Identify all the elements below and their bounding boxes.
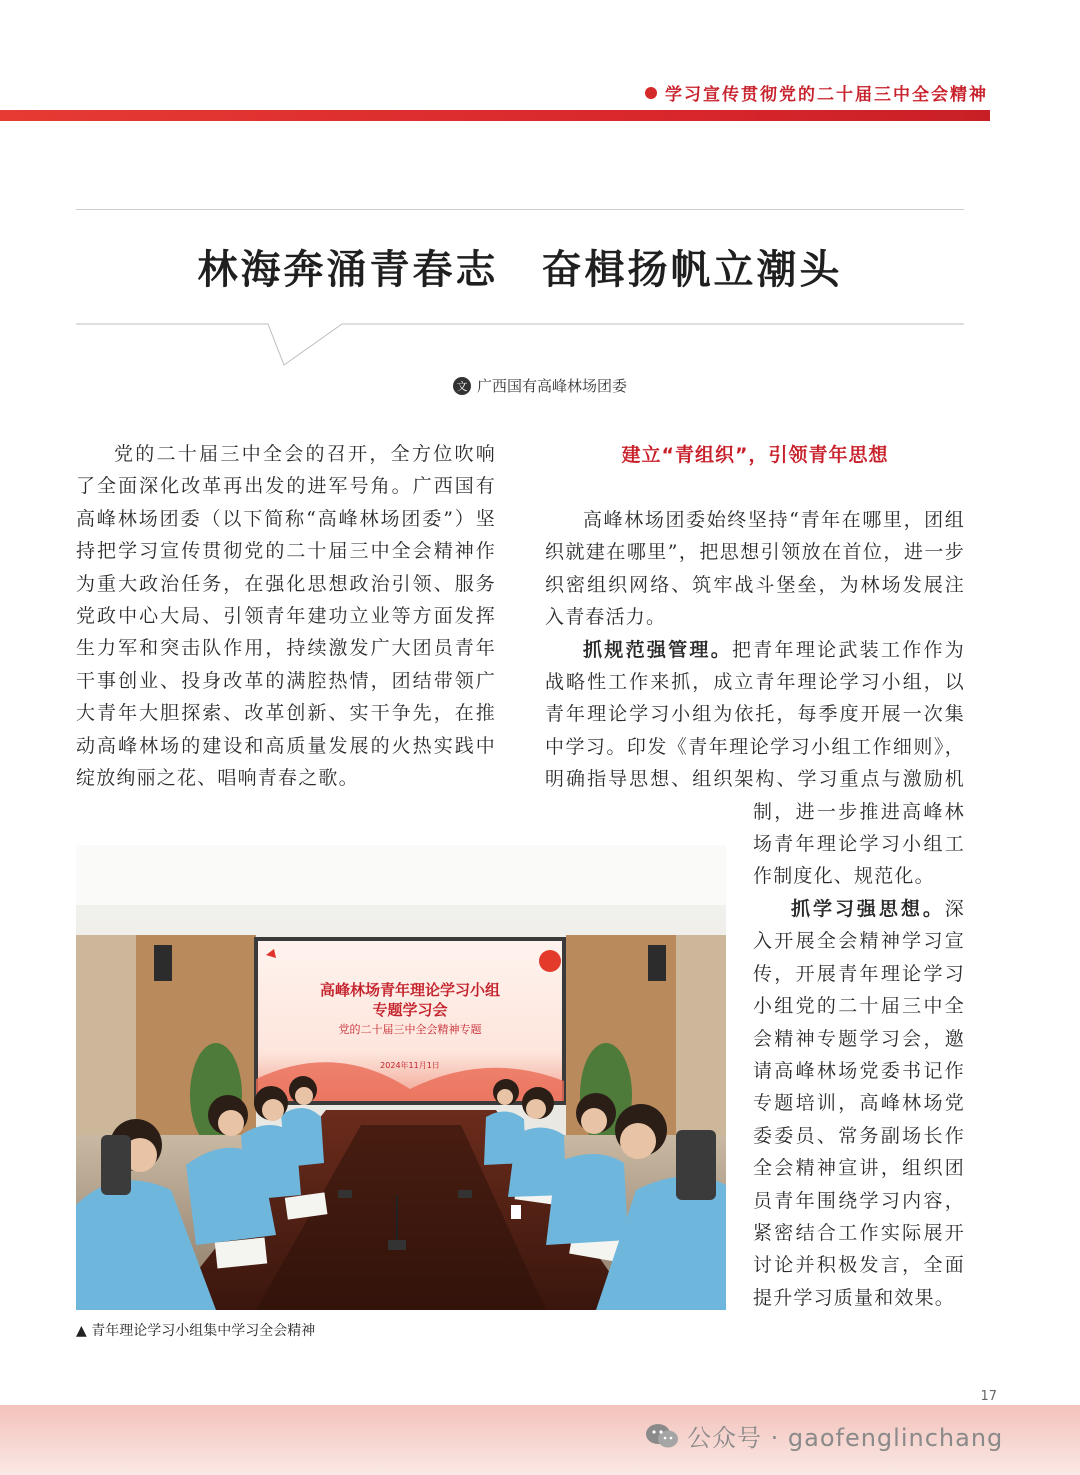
intro-paragraph: 党的二十届三中全会的召开，全方位吹响了全面深化改革再出发的进军号角。广西国有高峰林场团委（以下简称“高峰林场团委”）坚持把学习宣传贯彻党的二十届三中全会精神作为重大政治任务，在强化思想政治引领、服务党政中心大局、引领青年建功立业等方面发挥生力军和突击队作用，持续激发广大团员青年干事创业、投身改革的满腔热情，团结带领广大青年大胆探索、改革创新、实干争先，在推动高峰林场的建设和高质量发展的火热实践中绽放绚丽之花、唱响青春之歌。 [76,443,496,790]
section-label: 学习宣传贯彻党的二十届三中全会精神 [665,85,988,105]
screen-title-line2: 专题学习会 [372,1001,448,1019]
section-paragraph-1: 高峰林场团委始终坚持“青年在哪里，团组织就建在哪里”，把思想引领放在首位，进一步织密组织网络、筑牢战斗堡垒，为林场发展注入青春活力。 [545,509,965,629]
meeting-photo-illustration [76,845,726,1310]
byline [0,375,1080,396]
header-bar [0,110,990,121]
meeting-photo [76,845,726,1310]
screen-date: 2024年11月1日 [380,1061,440,1070]
watermark [645,1418,1003,1453]
header-dot-icon [645,87,657,99]
youth-league-emblem-icon [539,950,561,972]
paragraph-3-body: 深入开展全会精神学习宣传，开展青年理论学习小组党的二十届三中全会精神专题学习会，邀请高峰林场党委书记作专题培训，高峰林场党委委员、常务副场长作全会精神宣讲，组织团员青年围绕学习内容，紧密结合工作实际展开讨论并积极发言，全面提升学习质量和效果。 [753,897,965,1309]
title-rule-top [76,209,964,210]
wechat-icon [645,1422,679,1450]
screen-title-line1: 高峰林场青年理论学习小组 [319,981,501,999]
watermark-text: 公众号 · gaofenglinchang [687,1424,1004,1452]
paragraph-2-lead: 抓规范强管理。 [583,638,732,661]
article-title: 林海奔涌青春志 奋楫扬帆立潮头 [197,247,843,293]
title-rule-callout [76,318,964,368]
paragraph-2-body: 把青年理论武装工作作为战略性工作来抓，成立青年理论学习小组，以青年理论学习小组为依托，每季度开展一次集中学习。印发《青年理论学习小组工作细则》，明确指导思想、组织架构、学习重点与激励机制，进一步推进高峰林场青年理论学习小组工作制度化、规范化。 [545,638,966,888]
screen-title-line3: 党的二十届三中全会精神专题 [338,1023,482,1036]
paragraph-3-lead: 抓学习强思想。 [791,897,945,920]
photo-caption: ▲ 青年理论学习小组集中学习全会精神 [76,1323,316,1339]
section-heading: 建立“青组织”，引领青年思想 [621,444,889,466]
page-number: 17 [980,1389,997,1404]
byline-badge: 文 [453,377,471,395]
left-column [76,438,496,794]
author: 广西国有高峰林场团委 [476,377,627,395]
section-header [645,80,988,105]
